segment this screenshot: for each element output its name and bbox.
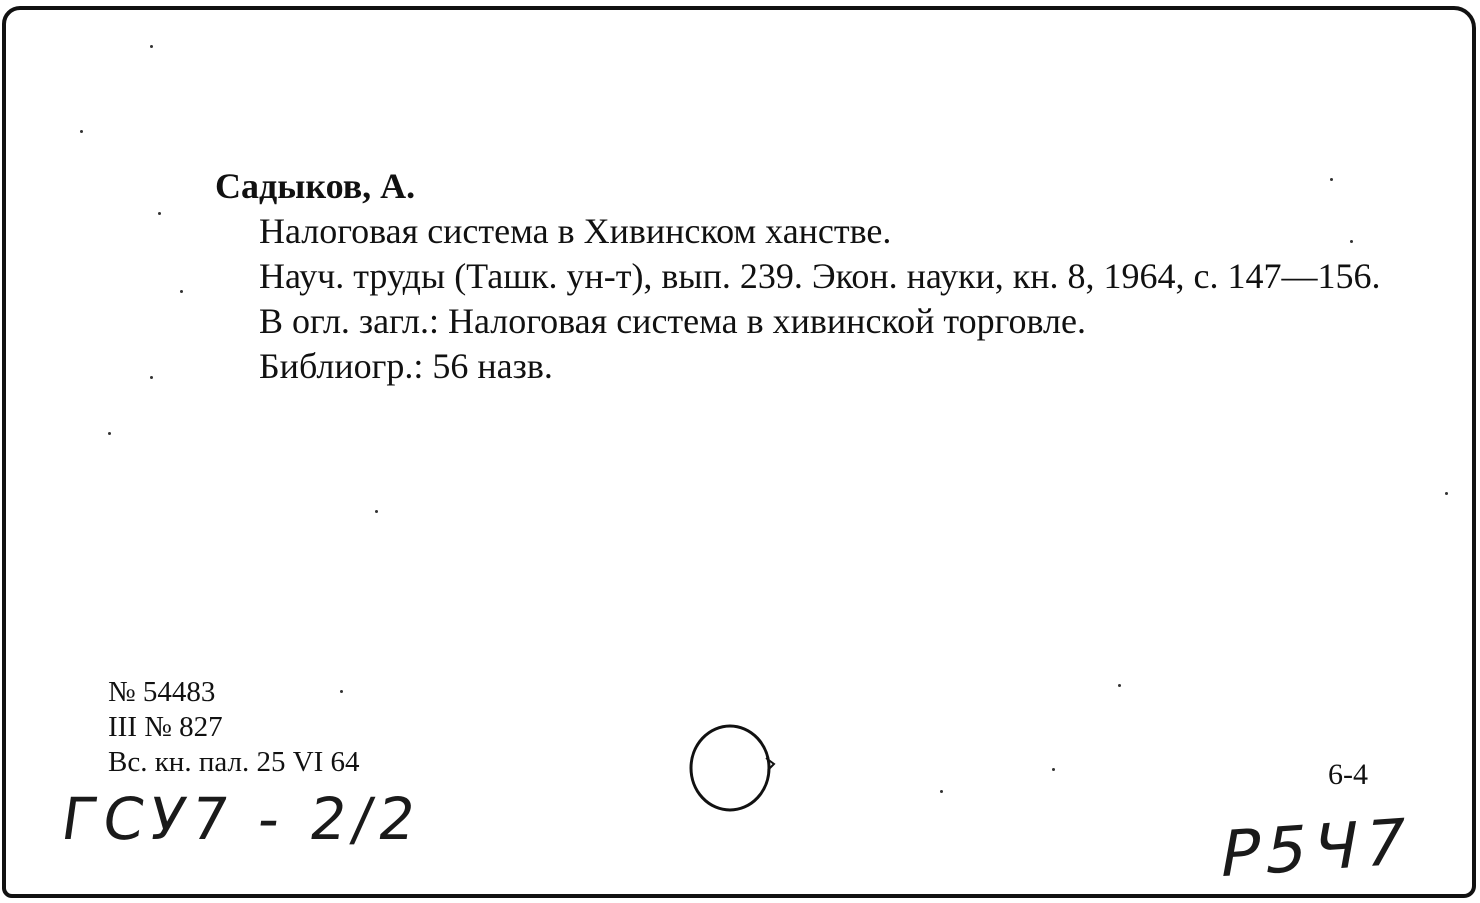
handwritten-code-right: Р5Ч7	[1213, 805, 1418, 893]
dust-speck	[150, 45, 153, 48]
work-title: Налоговая система в Хивинском ханстве.	[259, 211, 892, 251]
dust-speck	[1330, 178, 1333, 181]
handwritten-code-left: ГСУ7 - 2/2	[57, 785, 427, 853]
publication-source: Науч. труды (Ташк. ун-т), вып. 239. Экон. науки, кн. 8, 1964, с. 147—156.	[259, 256, 1381, 296]
bibliography-note: Библиогр.: 56 назв.	[259, 346, 553, 386]
dust-speck	[180, 290, 183, 293]
dust-speck	[1445, 492, 1448, 495]
dust-speck	[1350, 240, 1353, 243]
dust-speck	[158, 212, 161, 215]
dust-speck	[1118, 684, 1121, 687]
card-number: № 54483	[108, 676, 216, 708]
punch-hole-icon	[688, 722, 776, 814]
dust-speck	[1052, 768, 1055, 771]
registry-date: Вс. кн. пал. 25 VI 64	[108, 746, 360, 778]
dust-speck	[108, 432, 111, 435]
registry-info	[108, 675, 360, 780]
dust-speck	[80, 130, 83, 133]
dust-speck	[150, 376, 153, 379]
dust-speck	[375, 510, 378, 513]
author-name: Садыков, А.	[215, 166, 416, 206]
shelf-code: 6-4	[1328, 758, 1368, 791]
card-number-iii: III № 827	[108, 711, 223, 743]
dust-speck	[940, 790, 943, 793]
bibliographic-entry	[215, 164, 1385, 389]
dust-speck	[340, 690, 343, 693]
toc-title-note: В огл. загл.: Налоговая система в хивинской торговле.	[259, 301, 1086, 341]
